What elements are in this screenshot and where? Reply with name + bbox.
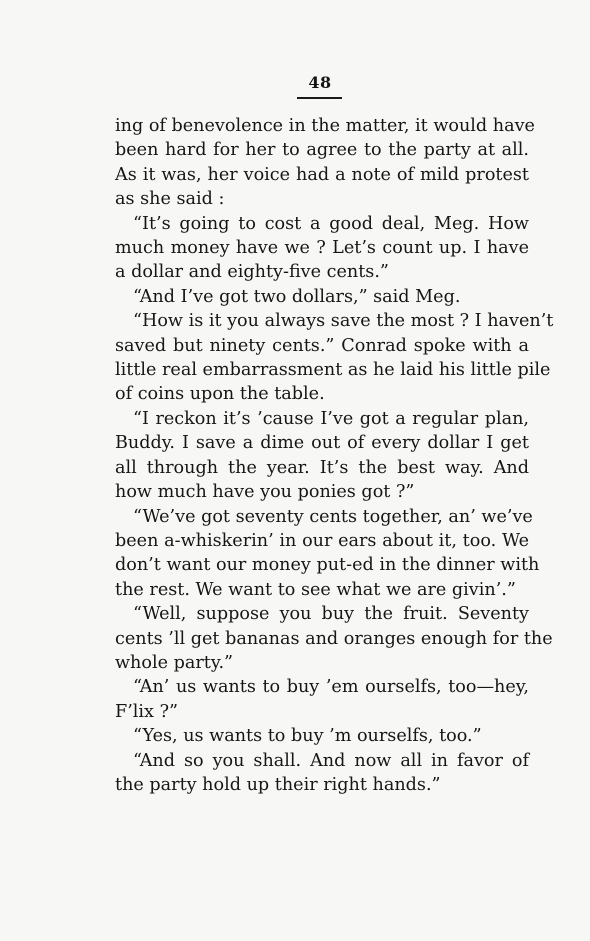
text-line: “We’ve got seventy cents together, an’ we’ve xyxy=(133,506,533,527)
text-line: saved but ninety cents.” Conrad spoke with a xyxy=(115,335,529,356)
text-line: much money have we ? Let’s count up. I have xyxy=(115,238,529,259)
text-line: been a-whiskerin’ in our ears about it, too. We xyxy=(115,530,529,551)
text-line: ing of benevolence in the matter, it would have xyxy=(115,116,535,136)
text-line: “And so you shall. And now all in favor of xyxy=(133,750,529,771)
text-line: the party hold up their right hands.” xyxy=(115,774,441,795)
text-line: of coins upon the table. xyxy=(115,384,325,405)
text-line: as she said : xyxy=(115,189,225,210)
text-line: a dollar and eighty-five cents.” xyxy=(115,262,389,283)
text-line: been hard for her to agree to the party at all. xyxy=(115,140,529,161)
text-line: “I reckon it’s ’cause I’ve got a regular plan, xyxy=(133,408,529,429)
text-line: how much have you ponies got ?” xyxy=(115,482,415,503)
body-text xyxy=(115,114,554,797)
text-line: all through the year. It’s the best way. And xyxy=(115,457,529,478)
text-line: “And I’ve got two dollars,” said Meg. xyxy=(133,286,461,307)
page-number: 48 xyxy=(308,73,332,92)
text-line: F’lix ?” xyxy=(115,701,178,722)
text-line: don’t want our money put-ed in the dinner with xyxy=(115,555,540,576)
text-line: Buddy. I save a dime out of every dollar I get xyxy=(115,433,529,454)
text-line: “An’ us wants to buy ’em ourselfs, too—hey, xyxy=(133,677,529,698)
text-line: little real embarrassment as he laid his little pile xyxy=(115,360,551,381)
text-line: the rest. We want to see what we are givin’.” xyxy=(115,579,516,600)
text-line: whole party.” xyxy=(115,652,234,673)
text-line: “It’s going to cost a good deal, Meg. How xyxy=(133,213,529,234)
text-line: “How is it you always save the most ? I haven’t xyxy=(133,311,554,332)
text-line: “Yes, us wants to buy ’m ourselfs, too.” xyxy=(133,726,482,747)
page-number-rule xyxy=(297,97,342,99)
text-line: “Well, suppose you buy the fruit. Seventy xyxy=(133,604,529,625)
text-line: As it was, her voice had a note of mild protest xyxy=(115,164,529,185)
text-line: cents ’ll get bananas and oranges enough for the xyxy=(115,628,553,649)
